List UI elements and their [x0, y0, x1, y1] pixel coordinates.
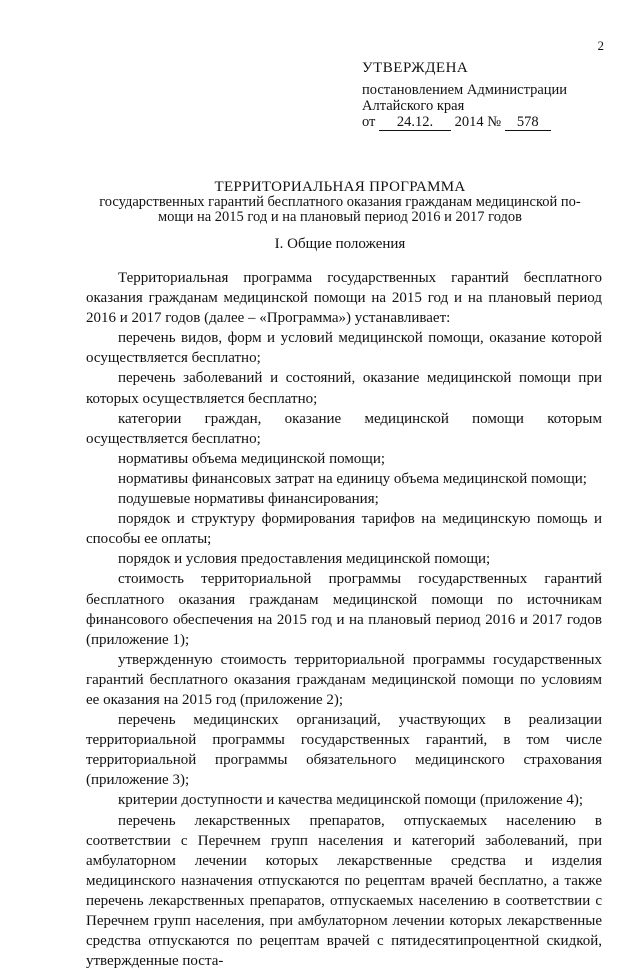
page-number: 2 [597, 38, 604, 53]
section-heading: I. Общие положения [274, 236, 406, 252]
paragraph: стоимость территориальной программы государственных гарантий бесплатного оказания гражданам медицинской помощи по источникам финансового обеспечения на 2015 год и на плановый период 2016 и 2017 годов (приложение 1); [86, 571, 602, 648]
paragraph: Территориальная программа государственных гарантий бесплатного оказания гражданам медицинской помощи на 2015 год и на плановый период 2016 и 2017 годов (далее – «Программа») устанавливает: [86, 270, 602, 327]
paragraph: подушевые нормативы финансирования; [118, 491, 379, 508]
paragraph: категории граждан, оказание медицинской помощи которым осуществляется бесплатно; [86, 410, 602, 447]
approval-year-label: 2014 № [454, 114, 502, 130]
paragraph: утвержденную стоимость территориальной программы государственных гарантий бесплатного оказания гражданам медицинской помощи по условиям ее оказания на 2015 год (приложение 2); [86, 651, 602, 708]
title-line-3: мощи на 2015 год и на плановый период 2016 и 2017 годов [157, 209, 523, 225]
title-line-2: государственных гарантий бесплатного оказания гражданам медицинской по- [99, 194, 581, 210]
approval-line-2: Алтайского края [362, 98, 465, 114]
approval-date-line [362, 114, 567, 131]
paragraph: перечень видов, форм и условий медицинской помощи, оказание которой осуществляется бесплатно; [86, 330, 602, 367]
approval-stamp [362, 60, 567, 131]
document-title [80, 180, 600, 225]
paragraph: перечень заболеваний и состояний, оказание медицинской помощи при которых осуществляется бесплатно; [86, 370, 602, 407]
document-body [86, 268, 602, 971]
approval-from-label: от [362, 114, 376, 130]
paragraph: порядок и условия предоставления медицинской помощи; [118, 551, 491, 568]
paragraph: нормативы финансовых затрат на единицу объема медицинской помощи; [118, 470, 587, 487]
paragraph: перечень медицинских организаций, участвующих в реализации территориальной программы государственных гарантий, в том числе территориальной программы обязательного медицинского страхования (приложение 3); [86, 712, 602, 789]
approval-line-1: постановлением Администрации [362, 82, 568, 98]
title-line-1: ТЕРРИТОРИАЛЬНАЯ ПРОГРАММА [214, 179, 466, 195]
approval-date: 24.12. [379, 114, 451, 131]
approval-heading: УТВЕРЖДЕНА [362, 60, 469, 76]
paragraph: критерии доступности и качества медицинской помощи (приложение 4); [118, 792, 584, 809]
approval-number: 578 [505, 114, 551, 131]
paragraph: нормативы объема медицинской помощи; [118, 450, 386, 467]
paragraph: порядок и структуру формирования тарифов на медицинскую помощь и способы ее оплаты; [86, 511, 602, 548]
paragraph: перечень лекарственных препаратов, отпускаемых населению в соответствии с Перечнем групп населения и категорий заболеваний, при амбулаторном лечении которых лекарственные средства и изделия медицинского назначения отпускаются по рецептам врачей бесплатно, а также перечень лекарственных препаратов, отпускаемых населению в соответствии с Перечнем групп населения, при амбулаторном лечении которых лекарственные средства отпускаются по рецептам врачей с пятидесятипроцентной скидкой, утвержденные поста- [86, 812, 602, 970]
